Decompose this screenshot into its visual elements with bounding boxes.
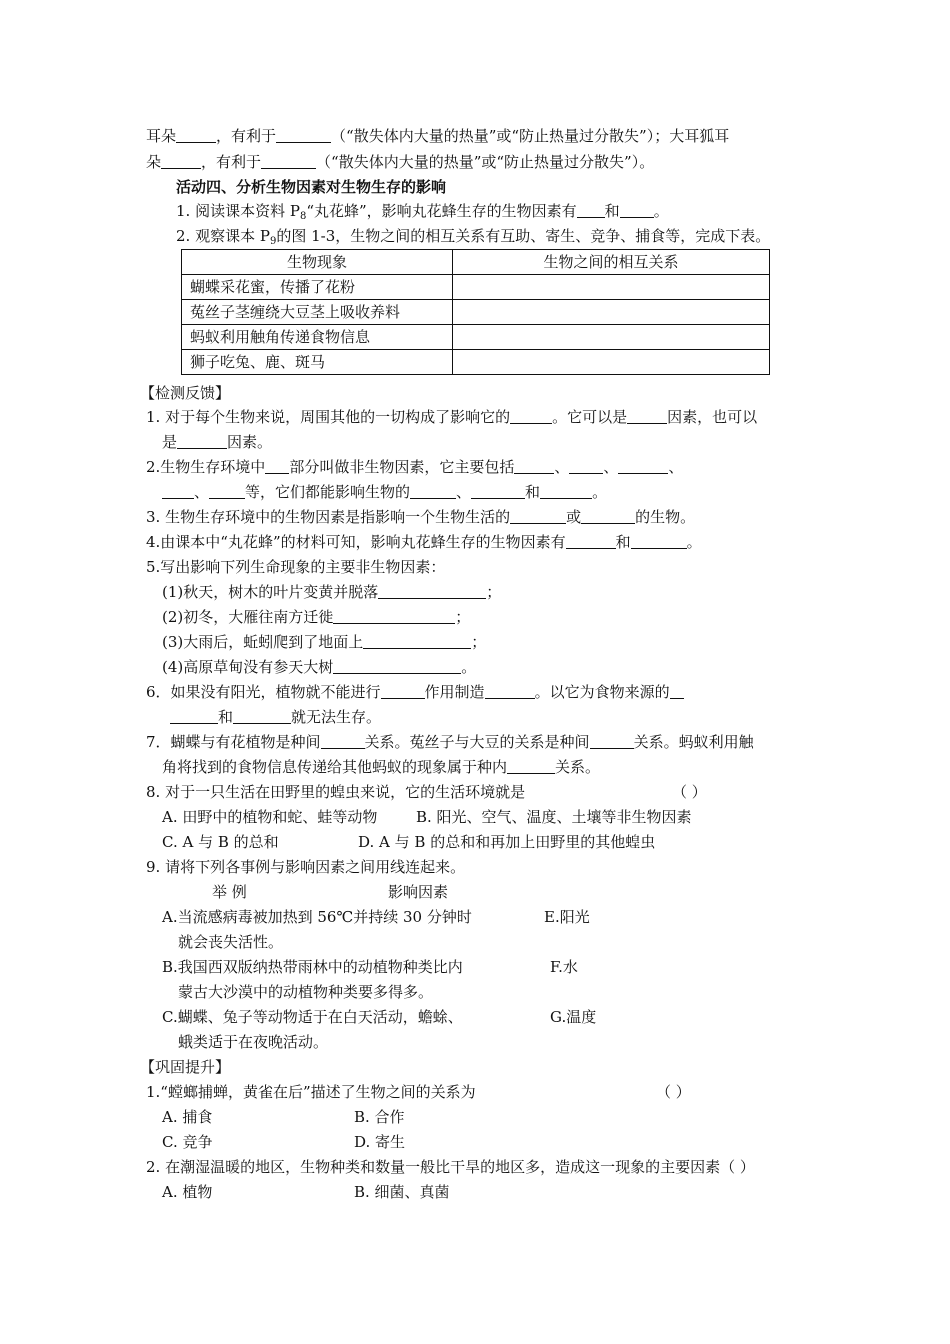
table-row <box>182 325 770 350</box>
text: 因素。 <box>227 433 273 451</box>
text-line <box>176 201 669 221</box>
blank[interactable] <box>514 458 554 474</box>
blank[interactable] <box>261 153 316 169</box>
text-line <box>176 226 770 246</box>
blank[interactable] <box>618 458 668 474</box>
question-6-cont <box>170 707 381 727</box>
text: (1)秋天，树木的叶片变黄并脱落 <box>162 583 379 601</box>
relationship-table <box>181 249 770 375</box>
example-c[interactable]: C.蝴蝶、兔子等动物适于在白天活动，蟾蜍、 <box>162 1008 463 1026</box>
text: 6．如果没有阳光，植物就不能进行 <box>146 683 381 701</box>
table-cell: 狮子吃兔、鹿、斑马 <box>182 350 453 375</box>
text: 1. 对于每个生物来说，周围其他的一切构成了影响它的 <box>146 408 511 426</box>
question-5-item <box>162 582 501 602</box>
question-1-cont <box>162 432 272 452</box>
option-c[interactable]: C. A 与 B 的总和 <box>162 833 279 851</box>
text: 2. 观察课本 P <box>176 227 270 245</box>
blank[interactable] <box>566 533 616 549</box>
text: ； <box>486 583 502 601</box>
section-heading: 【巩固提升】 <box>140 1058 231 1076</box>
text: 的图 1-3，生物之间的相互关系有互助、寄生、竞争、捕食等，完成下表。 <box>276 227 771 245</box>
question-7 <box>146 732 754 752</box>
text: (4)高原草甸没有参天大树 <box>162 658 334 676</box>
option-d[interactable]: D. A 与 B 的总和和再加上田野里的其他蝗虫 <box>358 833 656 851</box>
text: 就无法生存。 <box>291 708 382 726</box>
example-b-cont: 蒙古大沙漠中的动植物种类要多得多。 <box>178 983 434 1001</box>
text: (2)初冬，大雁往南方迁徙 <box>162 608 334 626</box>
answer-cell[interactable] <box>453 275 770 300</box>
text: 7．蝴蝶与有花植物是种间 <box>146 733 321 751</box>
table-cell: 菟丝子茎缠绕大豆茎上吸收养料 <box>182 300 453 325</box>
table-row <box>182 300 770 325</box>
text: 和 <box>525 483 541 501</box>
text: （“散失体内大量的热量”或“防止热量过分散失”）；大耳狐耳 <box>331 127 730 145</box>
text: 。 <box>461 658 477 676</box>
question-6 <box>146 682 684 702</box>
text: 因素，也可以 <box>667 408 758 426</box>
question-1 <box>146 407 757 427</box>
option-c[interactable]: C. 竞争 <box>162 1133 213 1151</box>
blank[interactable] <box>176 127 216 143</box>
table-header-cell: 生物现象 <box>182 250 453 275</box>
text: 3. 生物生存环境中的生物因素是指影响一个生物生活的 <box>146 508 511 526</box>
question-5-item <box>162 607 470 627</box>
text: 是 <box>162 433 178 451</box>
blank[interactable] <box>510 508 566 524</box>
text: 作用制造 <box>424 683 485 701</box>
text: 和 <box>615 533 631 551</box>
table-cell: 蚂蚁利用触角传递食物信息 <box>182 325 453 350</box>
subscript: 8 <box>299 211 307 222</box>
text: （“散失体内大量的热量”或“防止热量过分散失”）。 <box>316 153 655 171</box>
blank[interactable] <box>620 202 654 218</box>
section-heading: 【检测反馈】 <box>140 384 231 402</box>
text-line <box>146 152 654 172</box>
answer-cell[interactable] <box>453 300 770 325</box>
text: ，有利于 <box>216 127 277 145</box>
question-2-cont <box>162 482 607 502</box>
option-d[interactable]: D. 寄生 <box>354 1133 406 1151</box>
text: 的生物。 <box>635 508 696 526</box>
blank[interactable] <box>627 408 667 424</box>
blank[interactable] <box>177 433 227 449</box>
question-3 <box>146 507 695 527</box>
question-7-cont <box>162 757 600 777</box>
factor-f[interactable]: F.水 <box>550 958 578 976</box>
blank[interactable] <box>363 633 471 649</box>
text: 8. 对于一只生活在田野里的蝗虫来说，它的生活环境就是 <box>146 783 526 801</box>
blank[interactable] <box>162 483 194 499</box>
question-5: 5.写出影响下列生命现象的主要非生物因素： <box>146 558 446 576</box>
text: 。 <box>686 533 702 551</box>
question-5-item <box>162 632 486 652</box>
text: 和 <box>604 202 620 220</box>
text: 、 <box>668 458 684 476</box>
question-9: 9. 请将下列各事例与影响因素之间用线连起来。 <box>146 858 466 876</box>
text: 2.生物生存环境中 <box>146 458 266 476</box>
text: 等，它们都能影响生物的 <box>245 483 411 501</box>
blank[interactable] <box>471 483 525 499</box>
text: 朵 <box>146 153 162 171</box>
blank[interactable] <box>577 202 605 218</box>
blank[interactable] <box>276 127 331 143</box>
blank[interactable] <box>485 683 535 699</box>
option-a[interactable]: A. 植物 <box>162 1183 213 1201</box>
text: 1. 阅读课本资料 P <box>176 202 300 220</box>
example-b[interactable]: B.我国西双版纳热带雨林中的动植物种类比内 <box>162 958 463 976</box>
factor-e[interactable]: E.阳光 <box>544 908 590 926</box>
blank[interactable] <box>321 733 365 749</box>
option-b[interactable]: B. 细菌、真菌 <box>354 1183 450 1201</box>
text: 4.由课本中“丸花蜂”的材料可知，影响丸花蜂生存的生物因素有 <box>146 533 566 551</box>
factor-g[interactable]: G.温度 <box>550 1008 597 1026</box>
text: 和 <box>218 708 234 726</box>
consolidation-question-2: 2. 在潮湿温暖的地区，生物种类和数量一般比干旱的地区多，造成这一现象的主要因素（ ） <box>146 1158 755 1176</box>
blank[interactable] <box>510 408 552 424</box>
table-header-cell: 生物之间的相互关系 <box>453 250 770 275</box>
blank[interactable] <box>507 758 555 774</box>
option-b[interactable]: B. 合作 <box>354 1108 405 1126</box>
text: 。 <box>653 202 669 220</box>
option-a[interactable]: A. 田野中的植物和蛇、蛙等动物 <box>162 808 378 826</box>
subscript: 9 <box>269 236 277 247</box>
question-5-item <box>162 657 476 677</box>
text: ，有利于 <box>201 153 262 171</box>
text: “丸花蜂”，影响丸花蜂生存的生物因素有 <box>306 202 577 220</box>
blank[interactable] <box>410 483 456 499</box>
option-b[interactable]: B. 阳光、空气、温度、土壤等非生物因素 <box>416 808 692 826</box>
text: ； <box>471 633 487 651</box>
text: 或 <box>566 508 582 526</box>
blank[interactable] <box>209 483 245 499</box>
answer-cell[interactable] <box>453 350 770 375</box>
example-a-cont: 就会丧失活性。 <box>178 933 284 951</box>
text: 。它可以是 <box>552 408 628 426</box>
text: 部分叫做非生物因素，它主要包括 <box>289 458 515 476</box>
table-header-row <box>182 250 770 275</box>
blank[interactable] <box>265 458 289 474</box>
text: 耳朵 <box>146 127 177 145</box>
answer-bracket[interactable]: （ ） <box>672 783 707 801</box>
blank[interactable] <box>381 683 425 699</box>
text: 、 <box>456 483 472 501</box>
consolidation-question-1: 1.“螳螂捕蝉，黄雀在后”描述了生物之间的关系为 <box>146 1083 476 1101</box>
blank[interactable] <box>569 458 603 474</box>
option-a[interactable]: A. 捕食 <box>162 1108 213 1126</box>
answer-cell[interactable] <box>453 325 770 350</box>
text: ； <box>455 608 471 626</box>
question-8 <box>146 782 525 802</box>
text: 关系。 <box>555 758 601 776</box>
text: 。 <box>592 483 608 501</box>
blank[interactable] <box>670 683 684 699</box>
blank[interactable] <box>333 608 455 624</box>
text: 、 <box>554 458 570 476</box>
text: 角将找到的食物信息传递给其他蚂蚁的现象属于种内 <box>162 758 508 776</box>
blank[interactable] <box>540 483 592 499</box>
question-4 <box>146 532 702 552</box>
question-2 <box>146 457 683 477</box>
blank[interactable] <box>333 658 461 674</box>
blank[interactable] <box>161 153 201 169</box>
text: (3)大雨后，蚯蚓爬到了地面上 <box>162 633 364 651</box>
column-header-examples: 举 例 <box>212 883 247 901</box>
text: 关系。菟丝子与大豆的关系是种间 <box>364 733 590 751</box>
column-header-factors: 影响因素 <box>388 883 449 901</box>
table-row <box>182 275 770 300</box>
text: 、 <box>603 458 619 476</box>
table-cell: 蝴蝶采花蜜，传播了花粉 <box>182 275 453 300</box>
blank[interactable] <box>590 733 634 749</box>
blank[interactable] <box>378 583 486 599</box>
text: 。以它为食物来源的 <box>534 683 670 701</box>
blank[interactable] <box>233 708 291 724</box>
blank[interactable] <box>170 708 218 724</box>
blank[interactable] <box>581 508 635 524</box>
blank[interactable] <box>631 533 687 549</box>
activity-title: 活动四、分析生物因素对生物生存的影响 <box>176 178 447 196</box>
example-a[interactable]: A.当流感病毒被加热到 56℃并持续 30 分钟时 <box>162 908 472 926</box>
text: 关系。蚂蚁利用触 <box>633 733 754 751</box>
text-line <box>146 126 729 146</box>
text: 、 <box>194 483 210 501</box>
table-row <box>182 350 770 375</box>
answer-bracket[interactable]: （ ） <box>656 1083 691 1101</box>
example-c-cont: 蛾类适于在夜晚活动。 <box>178 1033 329 1051</box>
